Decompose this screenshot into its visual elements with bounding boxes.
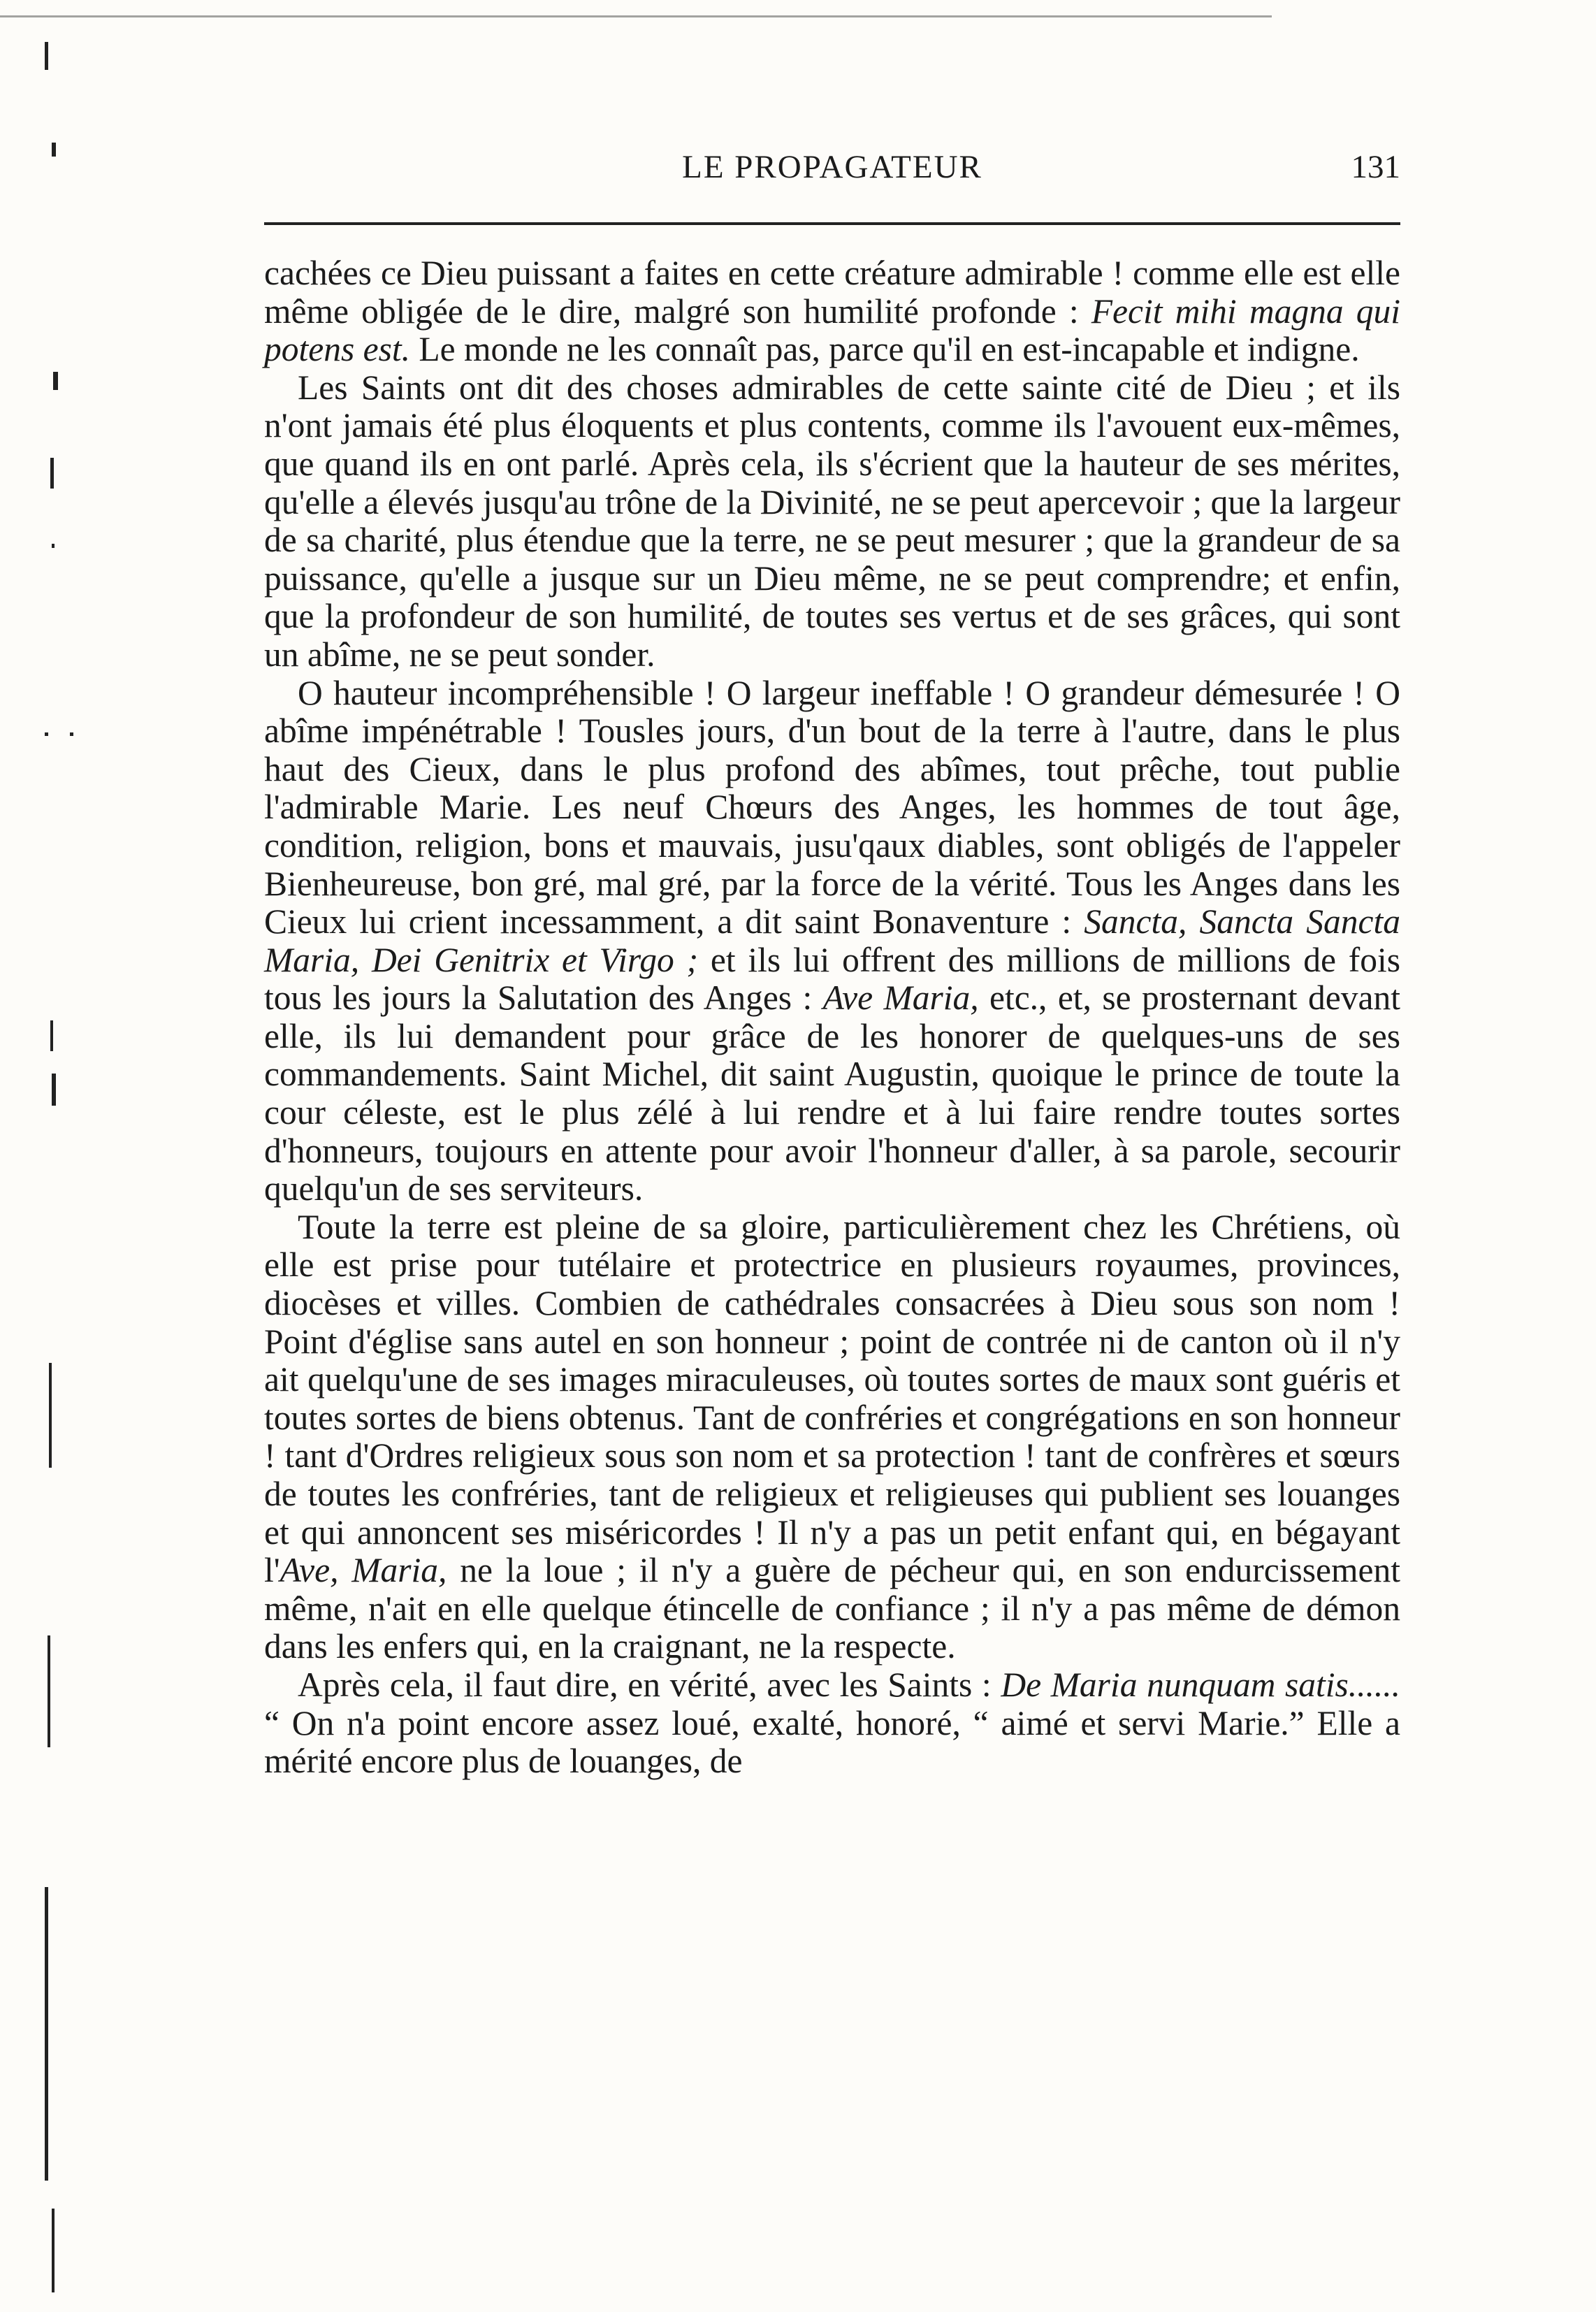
running-title: LE PROPAGATEUR: [682, 149, 982, 185]
text-run: ne la loue ; il n'y a guère de pécheur qui, en son endurcissement même, n'ait en elle quelque étincelle de confiance ; il n'y a pas même de démon dans les enfers qui, en la craignant, ne la respecte.: [264, 1551, 1400, 1666]
text-run: O hauteur incompréhensible ! O largeur ineffable ! O grandeur démesurée ! O abîme impénétrable ! Tousles jours, d'un bout de la terre à l'autre, dans le plus haut des Cieux, dans le plus profond des abîmes, tout prêche, tout publie l'admirable Marie. Les neuf Chœurs des Anges, les hommes de tout âge, condition, religion, bons et mauvais, jusu'qaux diables, sont obligés de l'appeler Bienheureuse, bon gré, mal gré, par la force de la vérité. Tous les Anges dans les Cieux lui crient incessamment, a dit saint Bonaventure :: [264, 673, 1400, 941]
text-run: etc., et, se prosternant devant elle, ils lui demandent pour grâce de les honorer de quelques-uns de ses commandements. Saint Michel, dit saint Augustin, quoique le prince de toute la cour céleste, est le plus zélé à lui rendre et à lui faire rendre toutes sortes d'honneurs, toujours en attente pour avoir l'honneur d'aller, à sa parole, secourir quelqu'un de ses serviteurs.: [264, 978, 1400, 1208]
italic-text-run: De Maria nunquam satis......: [1001, 1665, 1401, 1704]
paragraph: [264, 1666, 1400, 1781]
paragraph: [264, 674, 1400, 1208]
text-run: Les Saints ont dit des choses admirables de cette sainte cité de Dieu ; et ils n'ont jamais été plus éloquents et plus contents, comme ils l'avouent eux-mêmes, que quand ils en ont parlé. Après cela, ils s'écrient que la hauteur de ses mérites, qu'elle a élevés jusqu'au trône de la Divinité, ne se peut apercevoir ; que la largeur de sa charité, plus étendue que la terre, ne se peut mesurer ; que la grandeur de sa puissance, qu'elle a jusque sur un Dieu même, ne se peut comprendre; et enfin, que la profondeur de son humilité, de toutes ses vertus et de ses grâces, qui sont un abîme, ne se peut sonder.: [264, 368, 1400, 674]
text-run: Après cela, il faut dire, en vérité, avec les Saints :: [298, 1665, 1001, 1704]
italic-text-run: Ave Maria,: [822, 978, 979, 1018]
paragraph: [264, 1208, 1400, 1666]
binding-margin-marks: [42, 0, 70, 2312]
paragraph: [264, 254, 1400, 369]
italic-text-run: Fecit mihi magna qui potens est.: [264, 291, 1400, 369]
page-number: 131: [1351, 149, 1400, 185]
text-run: et ils lui offrent des millions de millions de fois tous les jours la Salutation des Anges :: [264, 940, 1400, 1018]
italic-text-run: Sancta, Sancta Sancta Maria, Dei Genitrix et Virgo ;: [264, 902, 1400, 979]
body-text: [264, 254, 1400, 1781]
text-run: cachées ce Dieu puissant a faites en cette créature admirable ! comme elle est elle même obligée de le dire, malgré son humilité profonde :: [264, 254, 1400, 331]
text-run: Toute la terre est pleine de sa gloire, particulièrement chez les Chrétiens, où elle est prise pour tutélaire et protectrice en plusieurs royaumes, provinces, diocèses et villes. Combien de cathédrales consacrées à Dieu sous son nom ! Point d'église sans autel en son honneur ; point de contrée ni de canton où il n'y ait quelqu'une de ses images miraculeuses, où toutes sortes de maux sont guéris et toutes sortes de biens obtenus. Tant de confréries et congrégations en son honneur ! tant d'Ordres religieux sous son nom et sa protection ! tant de confrères et sœurs de toutes les confréries, tant de religieux et religieuses qui publient ses louanges et qui annoncent ses miséricordes ! Il n'y a pas un petit enfant qui, en bégayant l': [264, 1207, 1400, 1590]
paragraph: [264, 369, 1400, 674]
page-header: [264, 148, 1400, 197]
scan-edge-line: [0, 15, 1272, 17]
text-run: “ On n'a point encore assez loué, exalté, honoré, “ aimé et servi Marie.” Elle a mérité encore plus de louanges, de: [264, 1703, 1400, 1781]
text-run: Le monde ne les connaît pas, parce qu'il en est-incapable et indigne.: [409, 330, 1360, 369]
header-rule: [264, 222, 1400, 225]
italic-text-run: Ave, Maria,: [280, 1551, 447, 1590]
